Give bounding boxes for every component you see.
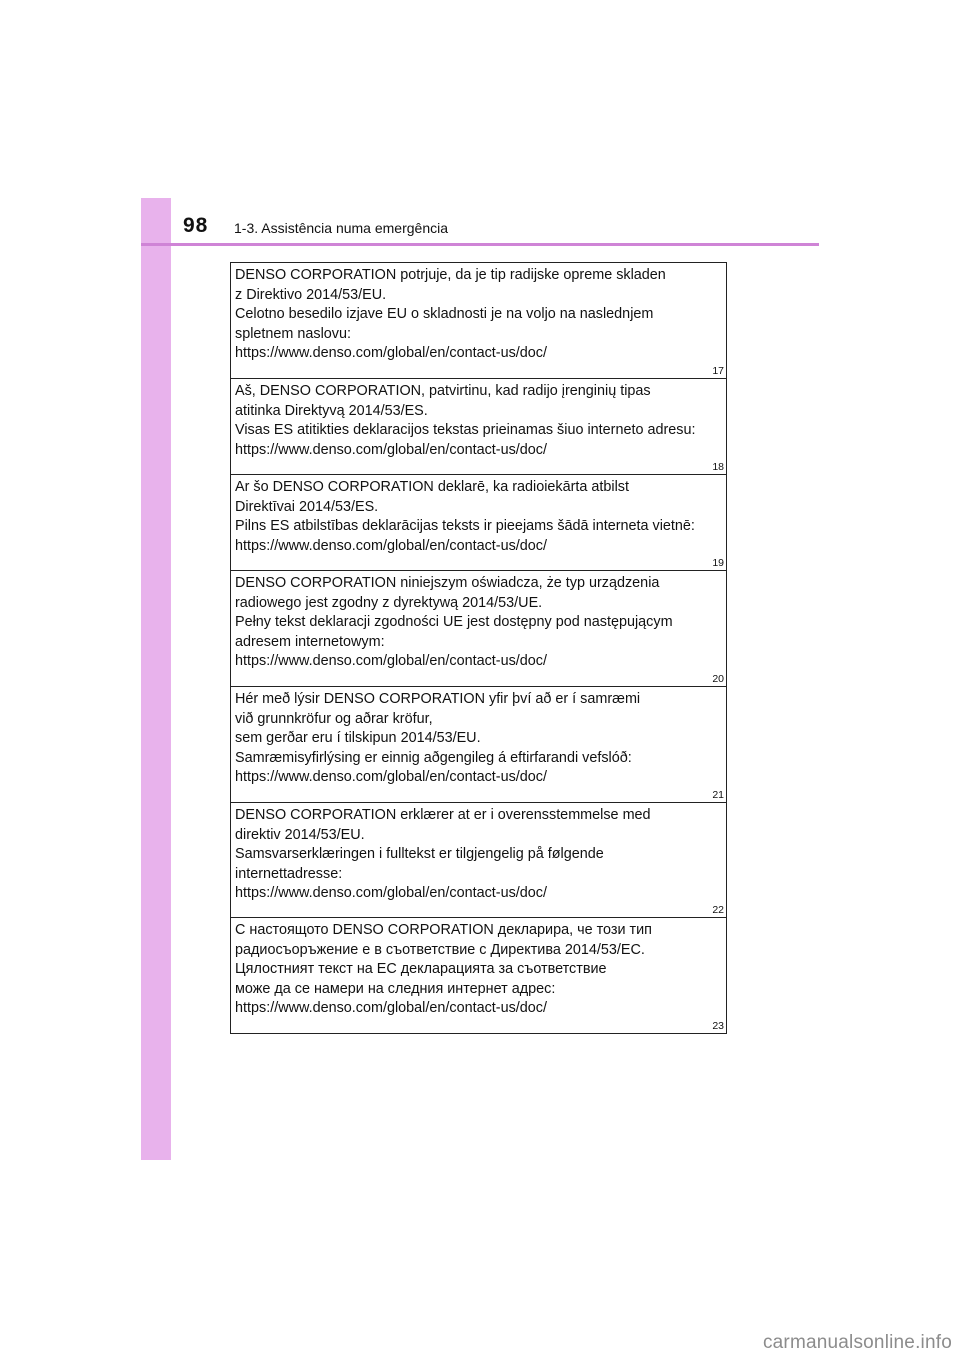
watermark: carmanualsonline.info xyxy=(762,1332,952,1353)
declaration-ref-number: 23 xyxy=(712,1020,724,1032)
section-title: 1-3. Assistência numa emergência xyxy=(234,220,448,236)
declaration-text: Aš, DENSO CORPORATION, patvirtinu, kad radijo įrenginių tipas atitinka Direktyvą 2014/53/ES. Visas ES atitikties deklaracijos tekstas prieinamas šiuo interneto adresu: https://www.denso.com/global/en/contact-us/doc/ xyxy=(235,383,696,458)
declaration-cell-norwegian xyxy=(231,802,726,917)
declaration-text: DENSO CORPORATION niniejszym oświadcza, że typ urządzenia radiowego jest zgodny z dyrektywą 2014/53/UE. Pełny tekst deklaracji zgodności UE jest dostępny pod następującym adresem internetowym: https://www.denso.com/global/en/contact-us/doc/ xyxy=(235,575,673,670)
declaration-cell-lithuanian xyxy=(231,378,726,474)
declaration-text: DENSO CORPORATION potrjuje, da je tip radijske opreme skladen z Direktivo 2014/53/EU. Celotno besedilo izjave EU o skladnosti je na voljo na naslednjem spletnem naslovu: https://www.denso.com/global/en/contact-us/doc/ xyxy=(235,267,666,362)
declaration-ref-number: 21 xyxy=(712,789,724,801)
declaration-cell-slovenian xyxy=(231,263,726,378)
declaration-table xyxy=(230,262,727,1034)
declaration-cell-polish xyxy=(231,570,726,686)
declaration-cell-latvian xyxy=(231,474,726,570)
declaration-text: DENSO CORPORATION erklærer at er i overensstemmelse med direktiv 2014/53/EU. Samsvarserklæringen i fulltekst er tilgjengelig på følgende internettadresse: https://www.denso.com/global/en/contact-us/doc/ xyxy=(235,807,651,902)
chapter-sidebar-tab xyxy=(141,198,171,1160)
page-number: 98 xyxy=(183,214,209,237)
declaration-ref-number: 20 xyxy=(712,673,724,685)
declaration-ref-number: 22 xyxy=(712,904,724,916)
declaration-text: С настоящото DENSO CORPORATION декларира, че този тип радиосъоръжение е в съответствие с Директива 2014/53/ЕС. Цялостният текст на ЕС декларацията за съответствие може да се намери на следния интернет адрес: https://www.denso.com/global/en/contact-us/doc/ xyxy=(235,922,652,1017)
declaration-cell-bulgarian xyxy=(231,917,726,1033)
declaration-ref-number: 17 xyxy=(712,365,724,377)
declaration-ref-number: 18 xyxy=(712,461,724,473)
declaration-text: Hér með lýsir DENSO CORPORATION yfir því að er í samræmi við grunnkröfur og aðrar kröfur, sem gerðar eru í tilskipun 2014/53/EU. Samræmisyfirlýsing er einnig aðgengileg á eftirfarandi vefslóð: https://www.denso.com/global/en/contact-us/doc/ xyxy=(235,691,641,786)
declaration-cell-icelandic xyxy=(231,686,726,802)
declaration-ref-number: 19 xyxy=(712,557,724,569)
header-divider xyxy=(141,243,819,246)
declaration-text: Ar šo DENSO CORPORATION deklarē, ka radioiekārta atbilst Direktīvai 2014/53/ES. Pilns ES atbilstības deklarācijas teksts ir pieejams šādā interneta vietnē: https://www.denso.com/global/en/contact-us/doc/ xyxy=(235,479,695,554)
